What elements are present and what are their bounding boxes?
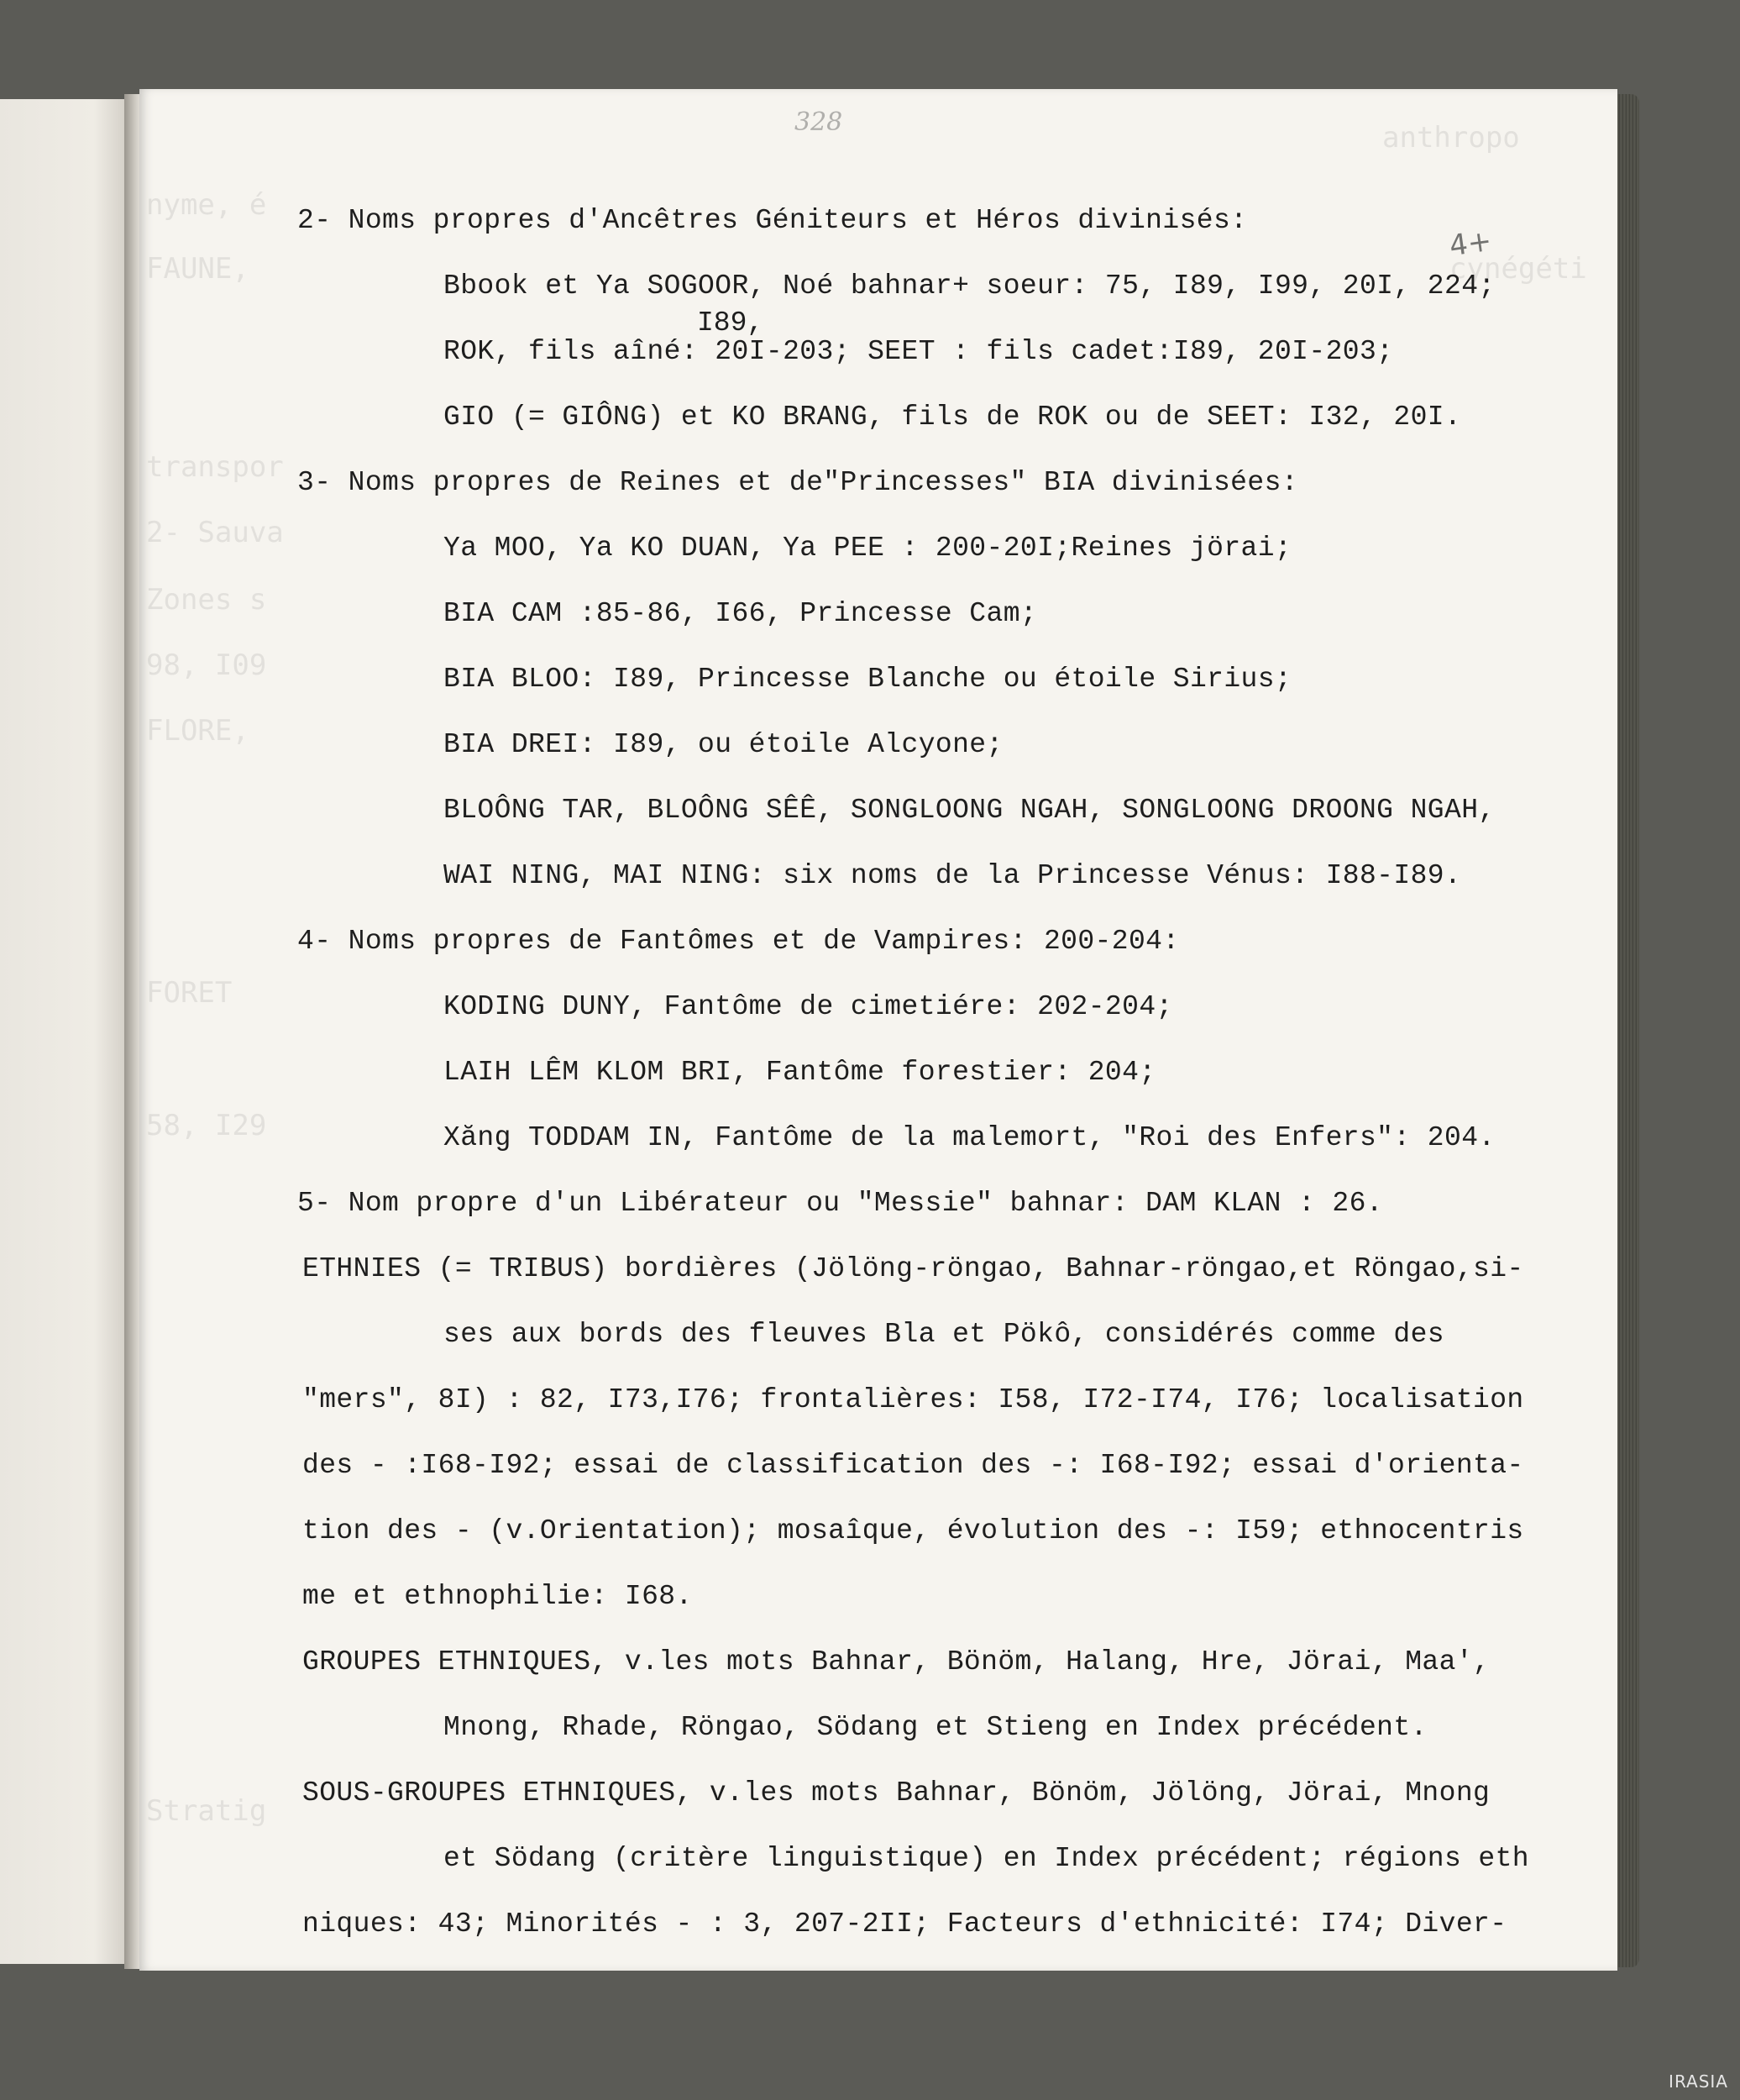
- text-line-heading: 3- Noms propres de Reines et de"Princesses" BIA divinisées:: [297, 467, 1298, 498]
- text-line: me et ethnophilie: I68.: [302, 1581, 693, 1612]
- text-line-heading: 2- Noms propres d'Ancêtres Géniteurs et Héros divinisés:: [297, 205, 1248, 236]
- page-folio-number: 328: [794, 108, 843, 137]
- text-line: et Södang (critère linguistique) en Index précédent; régions eth: [443, 1843, 1530, 1874]
- text-line: "mers", 8I) : 82, I73,I76; frontalières: I58, I72-I74, I76; localisation: [302, 1384, 1524, 1415]
- text-line: BIA DREI: I89, ou étoile Alcyone;: [443, 729, 1004, 760]
- text-line: Ya MOO, Ya KO DUAN, Ya PEE : 200-20I;Reines jörai;: [443, 533, 1292, 564]
- text-line: GIO (= GIÔNG) et KO BRANG, fils de ROK ou de SEET: I32, 20I.: [443, 402, 1462, 433]
- text-line: BLOÔNG TAR, BLOÔNG SÊÊ, SONGLOONG NGAH, SONGLOONG DROONG NGAH,: [443, 795, 1496, 826]
- bleed-text: 98, I09: [146, 648, 267, 682]
- bleed-through-layer: [139, 89, 1617, 1971]
- bleed-text: FLORE,: [146, 714, 249, 748]
- text-line: Mnong, Rhade, Röngao, Södang et Stieng en Index précédent.: [443, 1712, 1428, 1743]
- text-line: ROK, fils aîné: 20I-203; SEET : fils cadet:I89, 20I-203;: [443, 336, 1394, 367]
- bleed-text: cynégéti: [1449, 252, 1587, 286]
- pencil-annotation: 4+: [1447, 223, 1494, 264]
- text-line: KODING DUNY, Fantôme de cimetiére: 202-204;: [443, 991, 1173, 1022]
- text-line-heading: 4- Noms propres de Fantômes et de Vampires: 200-204:: [297, 926, 1180, 957]
- bleed-text: Zones s: [146, 583, 267, 617]
- text-line: des - :I68-I92; essai de classification des -: I68-I92; essai d'orienta-: [302, 1450, 1524, 1481]
- bleed-text: 58, I29: [146, 1109, 267, 1142]
- bleed-text: FORET: [146, 976, 233, 1010]
- text-line: Bbook et Ya SOGOOR, Noé bahnar+ soeur: 75, I89, I99, 20I, 224;: [443, 270, 1496, 302]
- text-line: SOUS-GROUPES ETHNIQUES, v.les mots Bahnar, Bönöm, Jölöng, Jörai, Mnong: [302, 1777, 1491, 1809]
- typed-superscript: I89,: [697, 307, 764, 339]
- text-line: niques: 43; Minorités - : 3, 207-2II; Facteurs d'ethnicité: I74; Diver-: [302, 1908, 1507, 1940]
- left-facing-page: [0, 99, 134, 1964]
- bleed-text: 2- Sauva: [146, 516, 284, 549]
- text-line: BIA CAM :85-86, I66, Princesse Cam;: [443, 598, 1038, 629]
- text-line: ETHNIES (= TRIBUS) bordières (Jölöng-röngao, Bahnar-röngao,et Röngao,si-: [302, 1253, 1524, 1284]
- bleed-text: transpor: [146, 450, 284, 484]
- text-line: GROUPES ETHNIQUES, v.les mots Bahnar, Bönöm, Halang, Hre, Jörai, Maa',: [302, 1646, 1507, 1677]
- text-line-heading: 5- Nom propre d'un Libérateur ou "Messie" bahnar: DAM KLAN : 26.: [297, 1188, 1384, 1219]
- text-line: LAIH LÊM KLOM BRI, Fantôme forestier: 204;: [443, 1057, 1156, 1088]
- text-line: WAI NING, MAI NING: six noms de la Princesse Vénus: I88-I89.: [443, 860, 1462, 891]
- text-line: Xăng TODDAM IN, Fantôme de la malemort, "Roi des Enfers": 204.: [443, 1122, 1496, 1153]
- text-line: ses aux bords des fleuves Bla et Pökô, considérés comme des: [443, 1319, 1444, 1350]
- bleed-text: FAUNE,: [146, 252, 249, 286]
- text-line: BIA BLOO: I89, Princesse Blanche ou étoile Sirius;: [443, 664, 1292, 695]
- bleed-text: nyme, é: [146, 188, 267, 222]
- document-page: [139, 89, 1617, 1971]
- bleed-text: anthropo: [1382, 121, 1520, 155]
- text-line: tion des - (v.Orientation); mosaîque, évolution des -: I59; ethnocentris: [302, 1515, 1524, 1546]
- archive-watermark: IRASIA: [1669, 2071, 1728, 2092]
- bleed-text: Stratig: [146, 1794, 267, 1828]
